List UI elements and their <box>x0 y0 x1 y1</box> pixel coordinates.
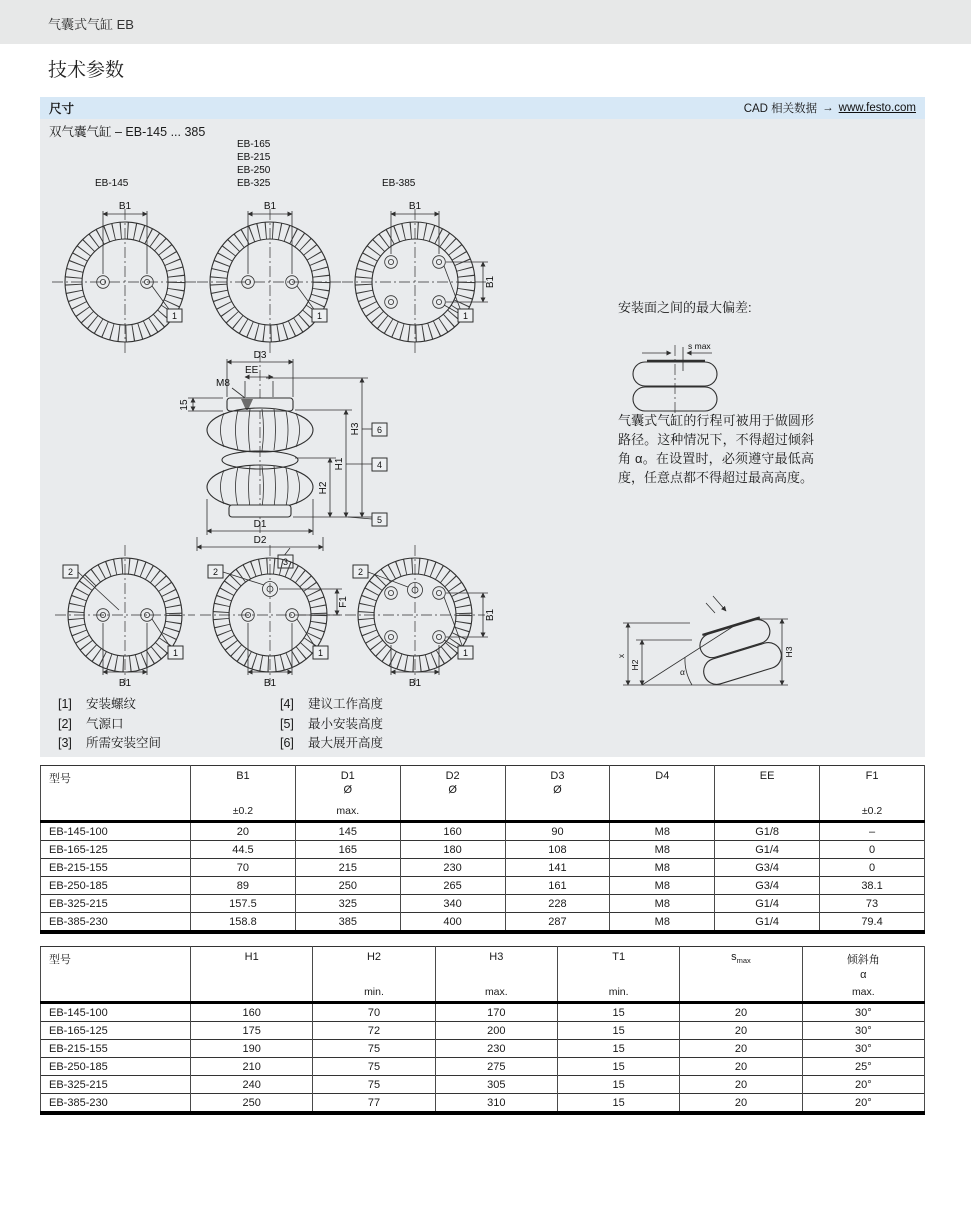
col-header-f1: F1 ±0.2 <box>820 766 925 822</box>
callout-2: 2 <box>67 567 74 577</box>
col-header-d4: D4 <box>610 766 715 822</box>
table-row: EB-145-100 20 145 160 90 M8 G1/8 – <box>41 822 925 841</box>
variant-label-eb385: EB-385 <box>382 178 416 189</box>
dimensions-title: 尺寸 <box>49 102 75 116</box>
callout-6: 6 <box>376 425 383 435</box>
band-title: 气囊式气缸 EB <box>48 17 134 32</box>
col-header-d2: D2 Ø <box>400 766 505 822</box>
col-header-t1: T1 min. <box>557 947 679 1003</box>
dim-label-ee: EE <box>245 365 259 376</box>
top-view-eb-165-325 <box>197 201 343 355</box>
dim-label-b1: B1 <box>263 201 277 212</box>
dim-label-m8: M8 <box>216 378 230 389</box>
table-row: EB-250-185 210 75 275 15 20 25° <box>41 1058 925 1076</box>
table-row: EB-215-155 190 75 230 15 20 30° <box>41 1040 925 1058</box>
cross-section-diagram <box>179 350 387 568</box>
col-header-h1: H1 <box>191 947 313 1003</box>
callout-2: 2 <box>212 567 219 577</box>
bottom-view-eb-145 <box>55 545 195 689</box>
legend-item-4: [4] 建议工作高度 <box>280 697 384 711</box>
tilt-angle-diagram <box>616 596 794 688</box>
table-row: EB-325-215 157.5 325 340 228 M8 G1/4 73 <box>41 895 925 913</box>
page-title: 技术参数 <box>48 60 125 81</box>
diagram-panel <box>40 119 925 757</box>
dim-label-b1-vertical: B1 <box>485 608 496 622</box>
usage-note: 气囊式气缸的行程可被用于做圆形路径。这种情况下，不得超过倾斜角 α。在设置时，必须遵守最低高度，任意点都不得超过最高高度。 <box>618 413 814 485</box>
top-view-eb-385 <box>342 201 496 355</box>
cad-label: CAD 相关数据 <box>743 103 818 115</box>
table-row: EB-385-230 250 77 310 15 20 20° <box>41 1094 925 1114</box>
dim-label-b1: B1 <box>408 201 422 212</box>
callout-2: 2 <box>357 567 364 577</box>
callout-1: 1 <box>317 648 324 658</box>
dim-label-b1-vertical: B1 <box>485 275 496 289</box>
arrow-right-icon: → <box>822 102 834 114</box>
col-header-tilt-angle: 倾斜角 α max. <box>802 947 924 1003</box>
callout-4: 4 <box>376 460 383 470</box>
table-row: EB-250-185 89 250 265 161 M8 G3/4 38.1 <box>41 877 925 895</box>
col-header-d3: D3 Ø <box>505 766 610 822</box>
legend-right <box>280 695 383 754</box>
col-header-h2: H2 min. <box>313 947 435 1003</box>
callout-3: 3 <box>282 557 289 567</box>
dim-label-f1: F1 <box>338 596 349 608</box>
callout-5: 5 <box>376 515 383 525</box>
callout-1: 1 <box>172 648 179 658</box>
callout-1: 1 <box>462 311 469 321</box>
legend-item-1: [1] 安装螺纹 <box>58 697 137 711</box>
col-header-d1: D1 Ø max. <box>295 766 400 822</box>
variant-label-eb165: EB-165 <box>237 139 271 150</box>
dim-label-b1: B1 <box>118 678 132 689</box>
table-row: EB-165-125 44.5 165 180 108 M8 G1/4 0 <box>41 841 925 859</box>
dim-label-b1: B1 <box>263 678 277 689</box>
dim-label-alpha: α <box>680 667 685 677</box>
dim-label-h3: H3 <box>350 422 361 436</box>
table-row: EB-385-230 158.8 385 400 287 M8 G1/4 79.4 <box>41 913 925 933</box>
legend-left <box>58 695 161 754</box>
callout-1: 1 <box>462 648 469 658</box>
table-row: EB-145-100 160 70 170 15 20 30° <box>41 1003 925 1022</box>
diagram-subtitle: 双气囊气缸 – EB-145 ... 385 <box>49 125 206 139</box>
table-row: EB-215-155 70 215 230 141 M8 G3/4 0 <box>41 859 925 877</box>
col-header-ee: EE <box>715 766 820 822</box>
col-header-model: 型号 <box>41 947 191 1003</box>
variant-label-eb145: EB-145 <box>95 178 129 189</box>
cad-data-line <box>744 100 916 116</box>
bottom-view-eb-165-325 <box>200 545 349 689</box>
dimensions-bar <box>40 97 925 119</box>
dim-label-smax: s max <box>688 341 711 351</box>
bottom-view-eb-385 <box>345 545 496 689</box>
col-header-smax: $s_{max}$ <box>680 947 802 1003</box>
top-view-eb-145 <box>52 201 198 355</box>
dim-label-h2: H2 <box>630 659 640 671</box>
variant-label-eb215: EB-215 <box>237 152 271 163</box>
dim-label-15: 15 <box>179 399 190 411</box>
dim-label-d2: D2 <box>253 535 267 546</box>
variant-label-eb250: EB-250 <box>237 165 271 176</box>
max-offset-title: 安装面之间的最大偏差: <box>618 300 752 315</box>
col-header-b1: B1 ±0.2 <box>191 766 296 822</box>
dim-label-x: x <box>616 653 626 659</box>
legend-item-3: [3] 所需安装空间 <box>58 736 162 750</box>
dim-label-h1: H1 <box>334 457 345 471</box>
dim-label-b1: B1 <box>118 201 132 212</box>
col-header-h3: H3 max. <box>435 947 557 1003</box>
dim-label-h2: H2 <box>318 481 329 495</box>
legend-item-5: [5] 最小安装高度 <box>280 716 384 731</box>
dim-label-d1: D1 <box>253 519 267 530</box>
festo-link[interactable]: www.festo.com <box>838 102 916 114</box>
legend-item-2: [2] 气源口 <box>58 716 124 731</box>
dim-label-d3: D3 <box>253 350 267 361</box>
page-header-band <box>0 0 971 44</box>
callout-1: 1 <box>316 311 323 321</box>
max-offset-diagram <box>633 341 717 417</box>
dim-label-b1: B1 <box>408 678 422 689</box>
dimensions-table-2 <box>40 946 925 1115</box>
dim-label-h3: H3 <box>784 646 794 658</box>
table-row: EB-165-125 175 72 200 15 20 30° <box>41 1022 925 1040</box>
dimensions-table-1 <box>40 765 925 934</box>
variant-label-eb325: EB-325 <box>237 178 271 189</box>
table-row: EB-325-215 240 75 305 15 20 20° <box>41 1076 925 1094</box>
col-header-model: 型号 <box>41 766 191 822</box>
legend-item-6: [6] 最大展开高度 <box>280 736 384 750</box>
callout-1: 1 <box>171 311 178 321</box>
